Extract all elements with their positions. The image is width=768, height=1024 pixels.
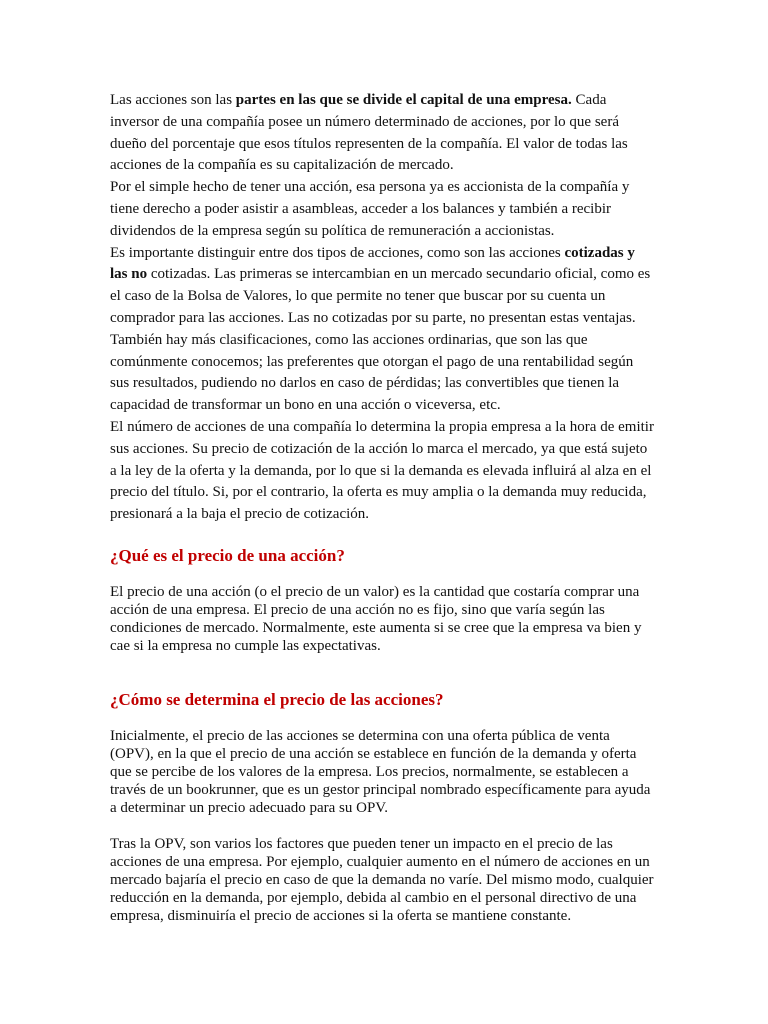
intro-paragraph-5: El número de acciones de una compañía lo determina la propia empresa a la hora de emitir sus acciones. Su precio de cotización de la acción lo marca el mercado, ya que está sujeto a la ley de la oferta y la demanda, por lo que si la demanda es elevada influirá al alza en el precio del título. Si, por el contrario, la oferta es muy amplia o la demanda muy reducida, presionará a la baja el precio de cotización.	[110, 418, 654, 523]
intro-paragraph-1: Las acciones son las partes en las que se divide el capital de una empresa. Cada inversor de una compañía posee un número determinado de acciones, por lo que será dueño del porcentaje que esos títulos representen de la compañía. El valor de todas las acciones de la compañía es su capitalización de mercado.	[110, 92, 628, 174]
intro-bold-definition: partes en las que se divide el capital de una empresa.	[235, 92, 572, 108]
intro-paragraph-4: También hay más clasificaciones, como las acciones ordinarias, que son las que comúnmente conocemos; las preferentes que otorgan el pago de una rentabilidad según sus resultados, pudiendo no darlos en caso de pérdidas; las convertibles que tienen la capacidad de transformar un bono en una acción o viceversa, etc.	[110, 331, 634, 414]
paragraph-opv: Inicialmente, el precio de las acciones se determina con una oferta pública de venta (OPV), en la que el precio de una acción se establece en función de la demanda y oferta que se percibe de los valores de la empresa. Los precios, normalmente, se establecen a través de un bookrunner, que es un gestor principal nombrado específicamente para ayuda a determinar un precio adecuado para su OPV.	[110, 727, 651, 816]
paragraph-tras-opv: Tras la OPV, son varios los factores que pueden tener un impacto en el precio de las acciones de una empresa. Por ejemplo, cualquier aumento en el número de acciones en un mercado bajaría el precio en caso de que la demanda no varíe. Del mismo modo, cualquier reducción en la demanda, por ejemplo, debida al cambio en el personal directivo de una empresa, disminuiría el precio de acciones si la oferta se mantiene constante.	[110, 835, 654, 924]
intro-paragraph-3: Es importante distinguir entre dos tipos de acciones, como son las acciones cotizadas y las no cotizadas. Las primeras se intercambian en un mercado secundario oficial, como es el caso de la Bolsa de Valores, lo que permite no tener que buscar por su cuenta un comprador para las acciones. Las no cotizadas por su parte, no presentan estas ventajas.	[110, 244, 651, 326]
intro-bold-cotizadas: cotizadas y las no	[110, 244, 635, 283]
document-page	[110, 90, 655, 925]
heading-precio-accion: ¿Qué es el precio de una acción?	[110, 545, 345, 565]
paragraph-precio-accion: El precio de una acción (o el precio de un valor) es la cantidad que costaría comprar una acción de una empresa. El precio de una acción no es fijo, sino que varía según las condiciones de mercado. Normalmente, este aumenta si se cree que la empresa va bien y cae si la empresa no cumple las expectativas.	[110, 583, 642, 654]
intro-section	[110, 90, 655, 526]
intro-paragraph-2: Por el simple hecho de tener una acción, esa persona ya es accionista de la compañía y tiene derecho a poder asistir a asambleas, acceder a los balances y también a recibir dividendos de la empresa según su política de remuneración a accionistas.	[110, 179, 630, 239]
heading-determina-precio: ¿Cómo se determina el precio de las acciones?	[110, 689, 444, 709]
